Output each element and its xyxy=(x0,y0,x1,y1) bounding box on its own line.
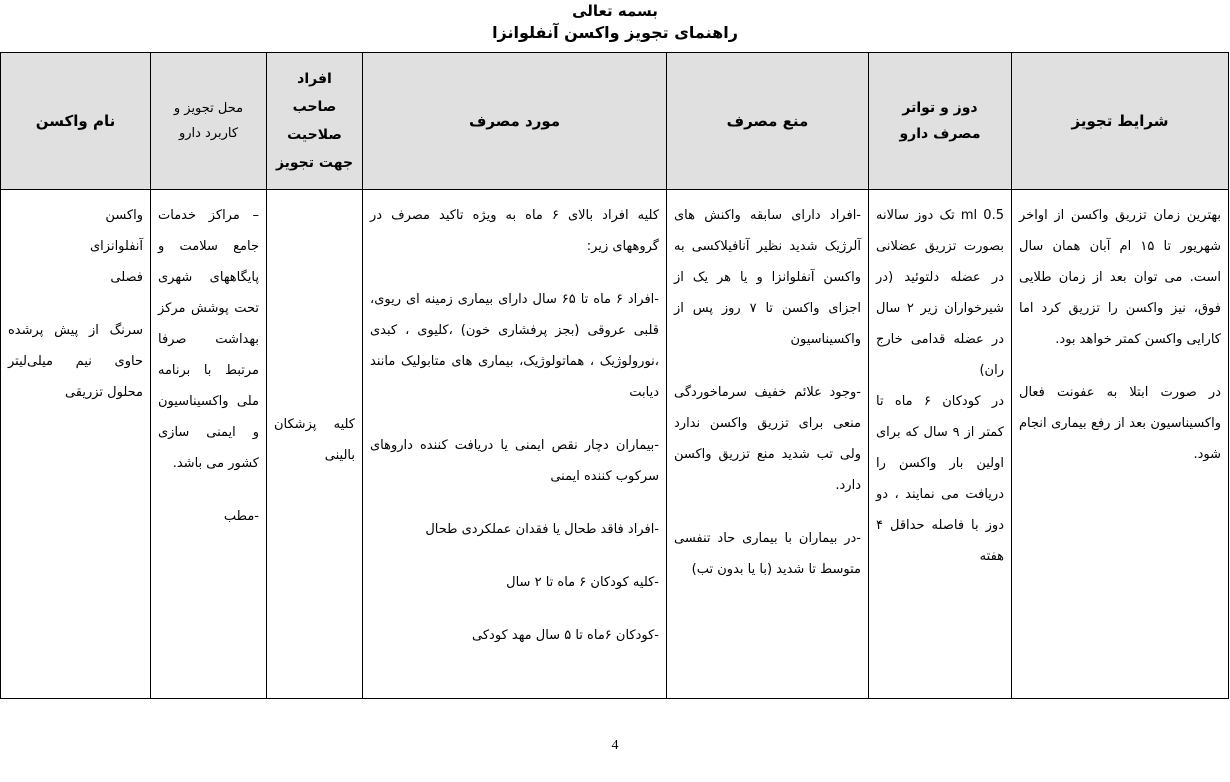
column-header-qualified-persons xyxy=(267,53,363,190)
column-header-conditions-label: شرایط تجویز xyxy=(1071,112,1169,130)
column-header-conditions xyxy=(1012,53,1229,190)
page-title-basmala: بسمه تعالی xyxy=(572,2,658,20)
place-paragraph-1: – مراکز خدمات جامع سلامت و پایگاههای شهری تحت پوشش مرکز بهداشت صرفا مرتبط با برنامه ملی واکسیناسیون و ایمنی سازی کشور می باشد. xyxy=(158,208,259,471)
contraindication-paragraph-3: -در بیماران با بیماری حاد تنفسی متوسط تا شدید (با یا بدون تب) xyxy=(674,531,861,577)
table-header-row xyxy=(1,53,1229,190)
column-header-indication xyxy=(363,53,667,190)
indication-paragraph-4: -افراد فاقد طحال یا فقدان عملکردی طحال xyxy=(425,522,659,537)
cell-qualified-persons xyxy=(267,190,363,699)
vaccine-name-line-3: فصلی xyxy=(110,270,143,285)
indication-paragraph-3: -بیماران دچار نقص ایمنی یا دریافت کننده داروهای سرکوب کننده ایمنی xyxy=(370,438,659,484)
cell-vaccine-name-content xyxy=(1,190,150,416)
vaccine-guideline-table xyxy=(0,52,1229,699)
column-header-qualified-persons-label-line2: صاحب xyxy=(292,99,337,115)
conditions-paragraph-2: در صورت ابتلا به عفونت فعال واکسیناسیون بعد از رفع بیماری انجام شود. xyxy=(1019,385,1221,462)
indication-paragraph-5: -کلیه کودکان ۶ ماه تا ۲ سال xyxy=(506,575,659,590)
cell-qualified-persons-content xyxy=(267,409,362,479)
cell-contraindication-content xyxy=(667,190,868,593)
qualified-persons-paragraph-1: کلیه پزشکان بالینی xyxy=(274,417,355,463)
page-title: راهنمای تجویز واکسن آنفلوانزا xyxy=(492,23,738,42)
table-body xyxy=(1,190,1229,699)
cell-place-of-use-content xyxy=(151,190,266,540)
column-header-indication-label: مورد مصرف xyxy=(468,112,561,130)
vaccine-guideline-table-wrapper xyxy=(1,52,1229,699)
dose-paragraph-2: در کودکان ۶ ماه تا کمتر از ۹ سال که برای اولین بار واکسن را دریافت می نمایند ، دو دوز با فاصله حداقل ۴ هفته xyxy=(876,394,1004,564)
page-number: 4 xyxy=(611,738,619,753)
table-row xyxy=(1,190,1229,699)
column-header-contraindication-label: منع مصرف xyxy=(726,112,809,130)
dose-paragraph-1: 0.5 ml تک دوز سالانه بصورت تزریق عضلانی در عضله دلتوئید (در شیرخواران زیر ۲ سال در عضله قدامی خارج ران) xyxy=(876,208,1004,378)
cell-contraindication xyxy=(667,190,869,699)
column-header-place-of-use-label-line1: محل تجویز و xyxy=(173,101,244,116)
table-header-row-group xyxy=(1,53,1229,190)
cell-dose-frequency xyxy=(869,190,1012,699)
column-header-vaccine-name xyxy=(1,53,151,190)
vaccine-name-line-1: واکسن xyxy=(105,208,143,223)
cell-conditions xyxy=(1012,190,1229,699)
column-header-place-of-use-label-line2: کاربرد دارو xyxy=(178,126,239,141)
column-header-contraindication xyxy=(667,53,869,190)
cell-indication xyxy=(363,190,667,699)
column-header-vaccine-name-label: نام واکسن xyxy=(35,112,116,130)
vaccine-presentation: سرنگ از پیش پرشده حاوی نیم میلی‌لیتر محلول تزریقی xyxy=(8,323,143,400)
cell-place-of-use xyxy=(151,190,267,699)
cell-dose-frequency-content xyxy=(869,190,1011,580)
column-header-place-of-use xyxy=(151,53,267,190)
contraindication-paragraph-1: -افراد دارای سابقه واکنش های آلرژیک شدید نظیر آنافیلاکسی به واکسن آنفلوانزا و یا هر یک از اجزای واکسن تا ۷ روز پس از واکسیناسیون xyxy=(674,208,862,347)
indication-paragraph-6: -کودکان ۶ماه تا ۵ سال مهد کودکی xyxy=(472,628,659,643)
column-header-dose-frequency xyxy=(869,53,1012,190)
column-header-qualified-persons-label-line4: جهت تجویز xyxy=(275,155,354,171)
column-header-dose-frequency-label-line1: دوز و تواتر xyxy=(902,100,978,116)
column-header-qualified-persons-label-line3: صلاحیت xyxy=(287,127,342,143)
indication-paragraph-2: -افراد ۶ ماه تا ۶۵ سال دارای بیماری زمینه ای ریوی، قلبی عروقی (بجز پرفشاری خون) ،کلیوی ، کبدی ،نورولوژیک ، هماتولوژیک، بیماری های متابولیک مانند دیابت xyxy=(370,292,659,400)
cell-vaccine-name xyxy=(1,190,151,699)
vaccine-name-line-2: آنفلوانزای xyxy=(89,239,143,254)
place-paragraph-2: -مطب xyxy=(223,509,259,524)
cell-indication-content xyxy=(363,190,666,659)
conditions-paragraph-1: بهترین زمان تزریق واکسن از اواخر شهریور تا ۱۵ ام آبان همان سال است. می توان بعد از زمان طلایی فوق، نیز واکسن را تزریق کرد اما کارایی واکسن کمتر خواهد بود. xyxy=(1019,208,1222,347)
column-header-dose-frequency-label-line2: مصرف دارو xyxy=(899,126,981,142)
indication-paragraph-1: کلیه افراد بالای ۶ ماه به ویژه تاکید مصرف در گروههای زیر: xyxy=(370,208,660,254)
contraindication-paragraph-2: -وجود علائم خفیف سرماخوردگی منعی برای تزریق واکسن ندارد ولی تب شدید منع تزریق واکسن دارد. xyxy=(674,385,861,493)
column-header-qualified-persons-label-line1: افراد xyxy=(297,71,332,87)
cell-conditions-content xyxy=(1012,190,1228,478)
document-header xyxy=(0,0,1230,44)
